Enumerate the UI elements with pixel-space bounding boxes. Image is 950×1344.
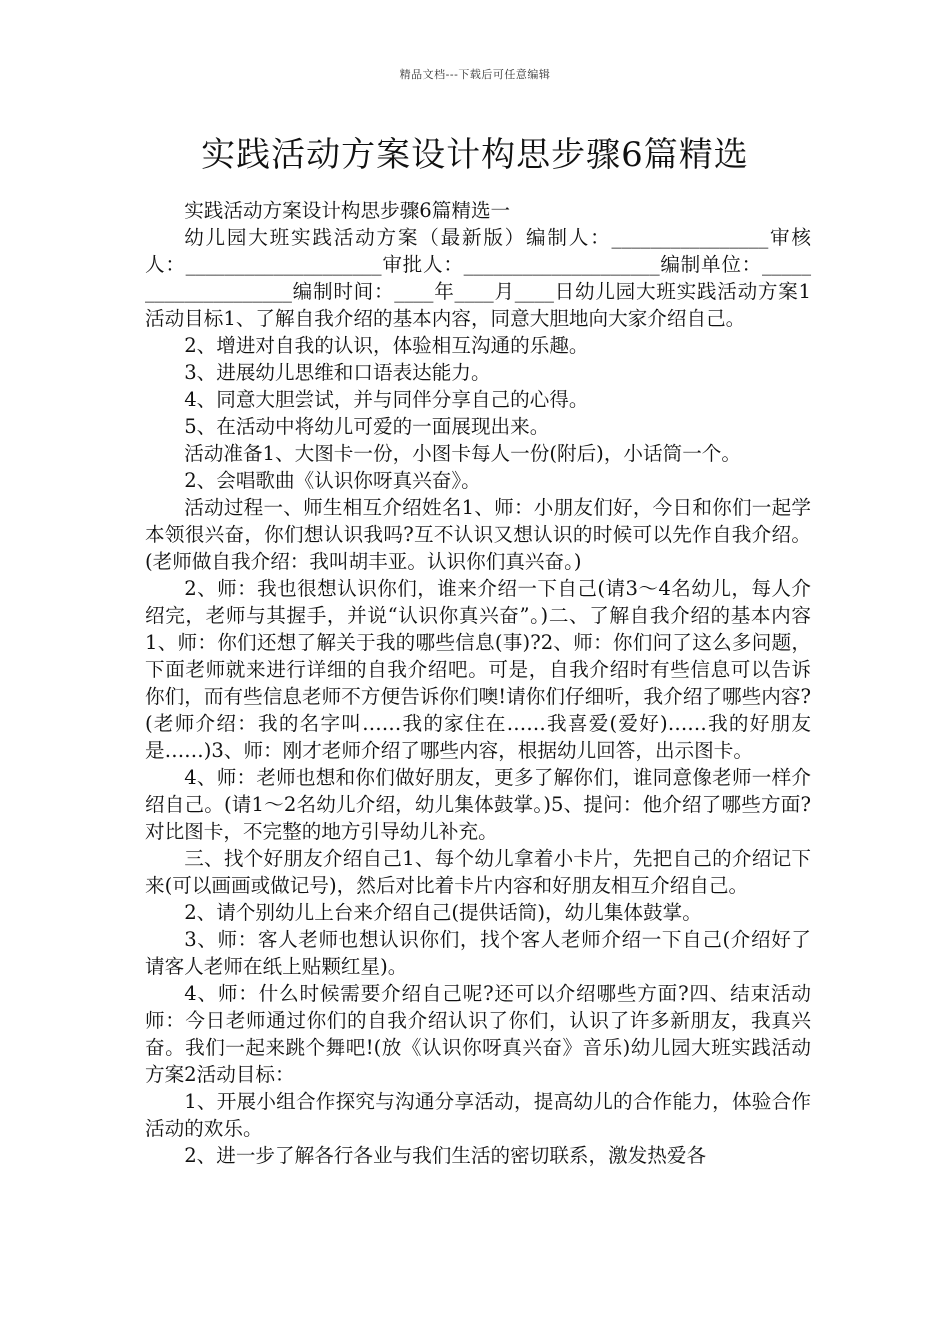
paragraph: 实践活动方案设计构思步骤6篇精选一 — [184, 199, 511, 222]
paragraph: 2、进一步了解各行各业与我们生活的密切联系，激发热爱各 — [184, 1144, 707, 1167]
paragraph: 4、师：老师也想和你们做好朋友，更多了解你们，谁同意像老师一样介绍自己。(请1～2名幼儿介绍，幼儿集体鼓掌。)5、提问：他介绍了哪些方面?对比图卡，不完整的地方引导幼儿补充。 — [145, 766, 811, 843]
paragraph: 3、进展幼儿思维和口语表达能力。 — [184, 361, 491, 384]
paragraph: 2、师：我也很想认识你们，谁来介绍一下自己(请3～4名幼儿，每人介绍完，老师与其握手，并说“认识你真兴奋”。)二、了解自我介绍的基本内容1、师：你们还想了解关于我的哪些信息(事)?2、师：你们问了这么多问题，下面老师就来进行详细的自我介绍吧。可是，自我介绍时有些信息可以告诉你们，而有些信息老师不方便告诉你们噢!请你们仔细听，我介绍了哪些内容?(老师介绍：我的名字叫……我的家住在……我喜爱(爱好)……我的好朋友是……)3、师：刚才老师介绍了哪些内容，根据幼儿回答，出示图卡。 — [145, 577, 811, 762]
paragraph: 2、增进对自我的认识，体验相互沟通的乐趣。 — [184, 334, 589, 357]
paragraph: 4、师：什么时候需要介绍自己呢?还可以介绍哪些方面?四、结束活动师：今日老师通过你们的自我介绍认识了你们，认识了许多新朋友，我真兴奋。我们一起来跳个舞吧!(放《认识你呀真兴奋》音乐)幼儿园大班实践活动方案2活动目标： — [145, 982, 811, 1086]
document-body — [145, 197, 811, 1169]
paragraph: 幼儿园大班实践活动方案（最新版）编制人：________________审核人：____________________审批人：____________________编制单位：____________________编制时间：____年____月____日幼儿园大班实践活动方案1活动目标1、了解自我介绍的基本内容，同意大胆地向大家介绍自己。 — [145, 226, 811, 330]
paragraph: 2、请个别幼儿上台来介绍自己(提供话筒)，幼儿集体鼓掌。 — [184, 901, 702, 924]
paragraph: 活动过程一、师生相互介绍姓名1、师：小朋友们好，今日和你们一起学本领很兴奋，你们想认识我吗?互不认识又想认识的时候可以先作自我介绍。(老师做自我介绍：我叫胡丰亚。认识你们真兴奋。) — [145, 496, 811, 573]
paragraph: 1、开展小组合作探究与沟通分享活动，提高幼儿的合作能力，体验合作活动的欢乐。 — [145, 1090, 811, 1140]
paragraph: 4、同意大胆尝试，并与同伴分享自己的心得。 — [184, 388, 589, 411]
paragraph: 活动准备1、大图卡一份，小图卡每人一份(附后)，小话筒一个。 — [184, 442, 741, 465]
document-title: 实践活动方案设计构思步骤6篇精选 — [201, 135, 749, 175]
paragraph: 2、会唱歌曲《认识你呀真兴奋》。 — [184, 469, 481, 492]
header-note: 精品文档---下载后可任意编辑 — [399, 68, 551, 81]
paragraph: 3、师：客人老师也想认识你们，找个客人老师介绍一下自己(介绍好了请客人老师在纸上贴颗红星)。 — [145, 928, 811, 978]
paragraph: 5、在活动中将幼儿可爱的一面展现出来。 — [184, 415, 550, 438]
paragraph: 三、找个好朋友介绍自己1、每个幼儿拿着小卡片，先把自己的介绍记下来(可以画画或做记号)，然后对比着卡片内容和好朋友相互介绍自己。 — [145, 847, 811, 897]
